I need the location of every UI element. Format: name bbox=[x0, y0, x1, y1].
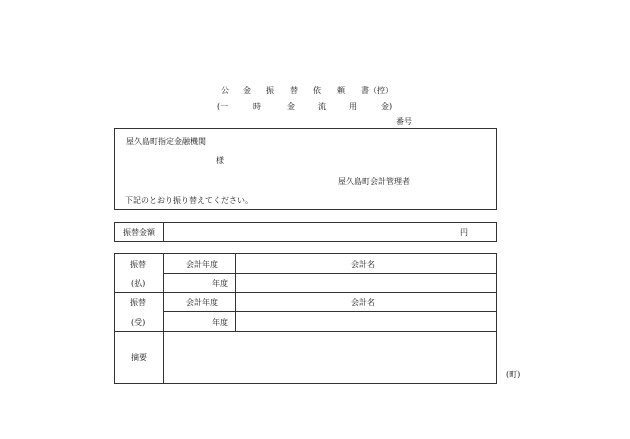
title-char: 依 bbox=[313, 86, 321, 95]
transfer-in-label: 振替 bbox=[130, 298, 146, 307]
subtitle-char: 時 bbox=[253, 102, 261, 111]
year-suffix: 年度 bbox=[212, 318, 228, 327]
title-char: 振 bbox=[266, 86, 274, 95]
fiscal-year-header: 会計年度 bbox=[186, 260, 218, 269]
subtitle-char: 金) bbox=[381, 102, 393, 111]
summary-field[interactable] bbox=[164, 332, 496, 383]
account-name-field[interactable] bbox=[236, 274, 496, 291]
town-mark: (町) bbox=[506, 370, 521, 379]
amount-unit: 円 bbox=[460, 228, 468, 237]
addressee: 屋久島町指定金融機関 bbox=[126, 137, 206, 146]
subtitle-char: 金 bbox=[287, 102, 295, 111]
amount-box bbox=[114, 222, 497, 242]
fiscal-year-header: 会計年度 bbox=[186, 298, 218, 307]
transfer-out-sublabel: (払) bbox=[131, 279, 146, 288]
account-name-field[interactable] bbox=[236, 312, 496, 330]
number-label: 番号 bbox=[396, 117, 412, 126]
title-char: 書（控） bbox=[361, 86, 393, 95]
year-suffix: 年度 bbox=[212, 279, 228, 288]
amount-field[interactable] bbox=[164, 224, 448, 240]
transfer-in-sublabel: (受) bbox=[131, 318, 146, 327]
honorific: 様 bbox=[216, 156, 224, 165]
request-box bbox=[114, 128, 497, 210]
transfer-out-label: 振替 bbox=[130, 260, 146, 269]
title-char: 金 bbox=[243, 86, 251, 95]
instruction: 下記のとおり振り替えてください。 bbox=[125, 196, 253, 205]
sender: 屋久島町会計管理者 bbox=[338, 177, 410, 186]
title-char: 替 bbox=[290, 86, 298, 95]
amount-label: 振替金額 bbox=[123, 228, 155, 237]
title-char: 公 bbox=[221, 86, 229, 95]
title-char: 頼 bbox=[337, 86, 345, 95]
transfer-table bbox=[114, 253, 497, 384]
account-name-header: 会計名 bbox=[351, 298, 375, 307]
subtitle-char: (一 bbox=[217, 102, 229, 111]
account-name-header: 会計名 bbox=[351, 260, 375, 269]
summary-label: 摘要 bbox=[131, 353, 147, 362]
divider bbox=[115, 292, 496, 293]
subtitle-char: 用 bbox=[349, 102, 357, 111]
subtitle-char: 流 bbox=[318, 102, 326, 111]
